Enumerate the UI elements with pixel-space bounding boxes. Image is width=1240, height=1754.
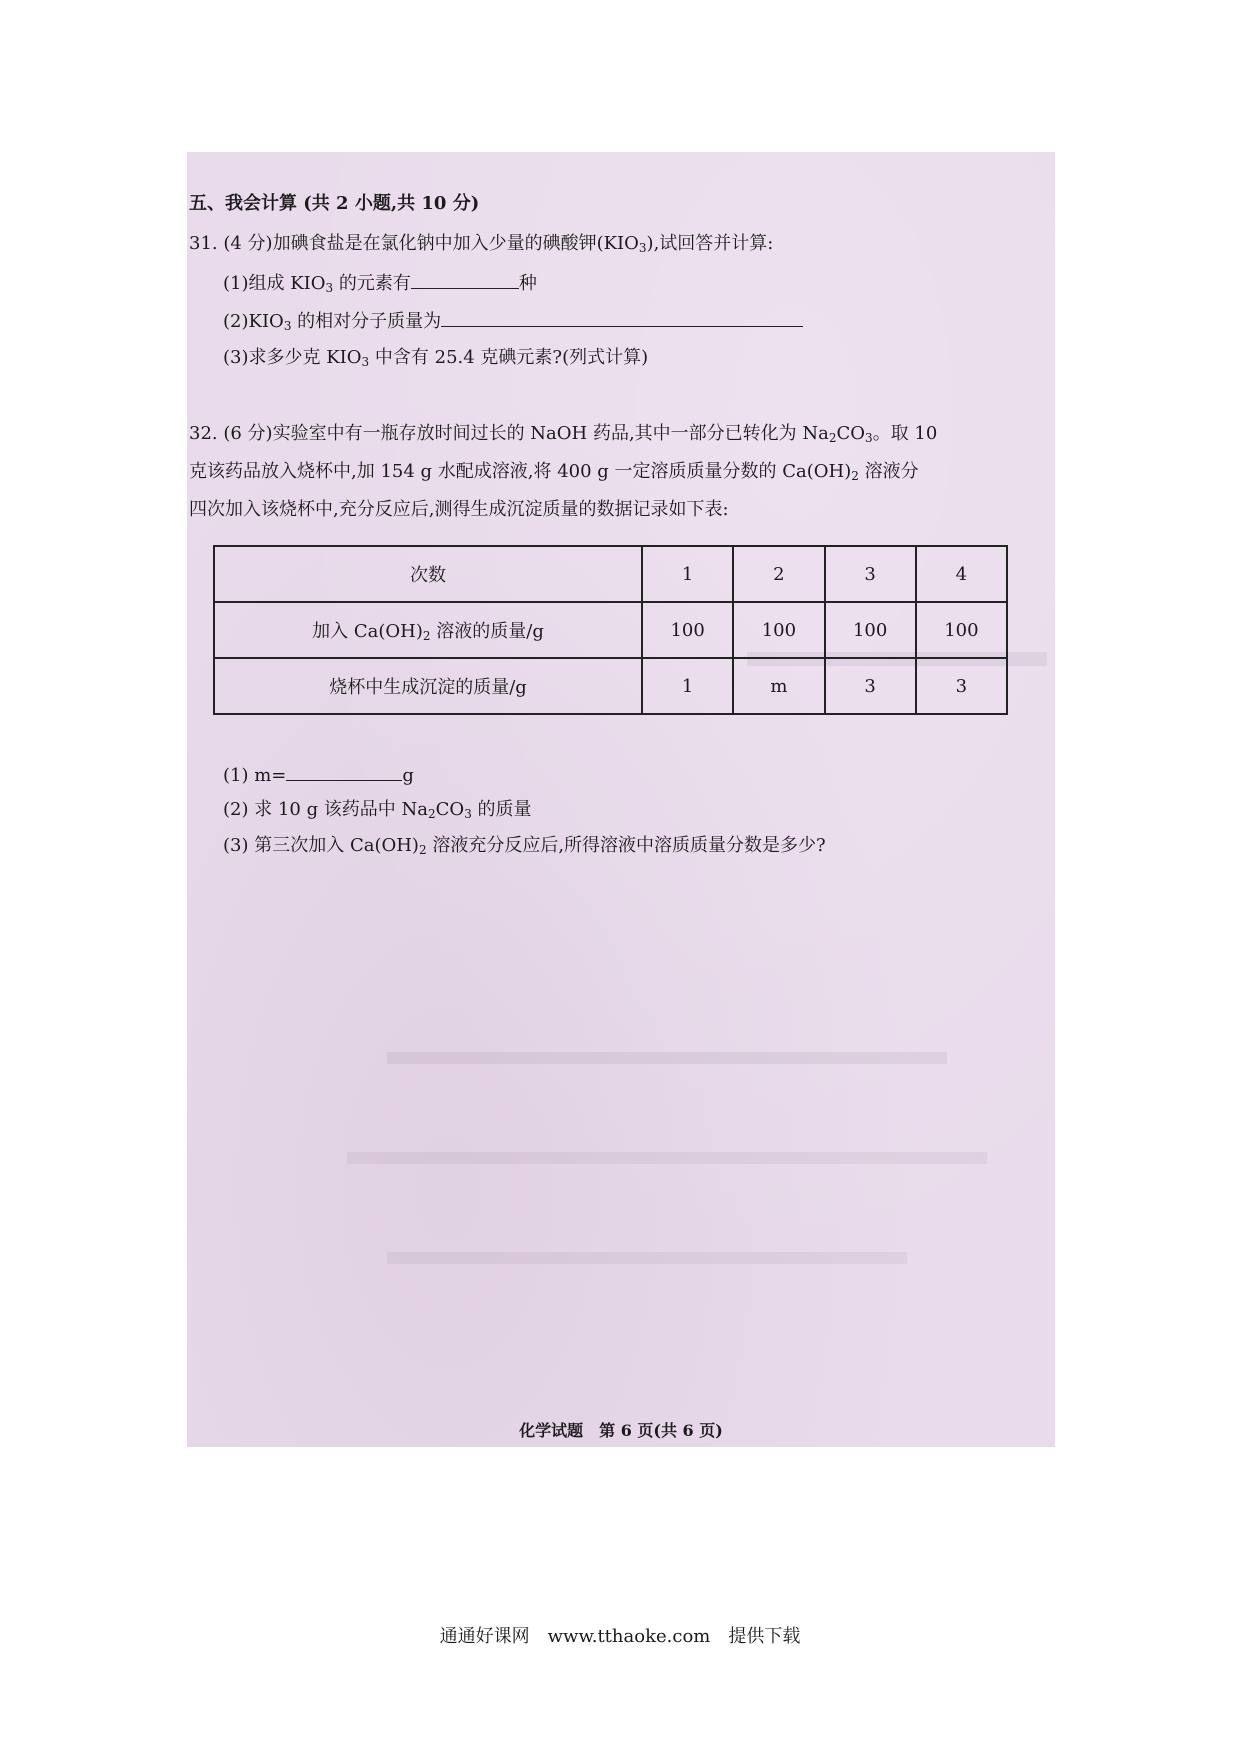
row1-label-subscript: 2	[422, 629, 431, 643]
table-header-label: 次数	[214, 546, 642, 602]
q32-part3-text: (3) 第三次加入 Ca(OH)	[223, 835, 419, 856]
table-header-cell: 1	[642, 546, 733, 602]
table-cell: 3	[825, 658, 916, 714]
q31-part2-text-end: 的相对分子质量为	[291, 311, 442, 332]
table-header-cell: 3	[825, 546, 916, 602]
table-cell: m	[733, 658, 824, 714]
q32-part2-subscript: 2	[428, 807, 436, 821]
section-title: 五、我会计算 (共 2 小题,共 10 分)	[189, 193, 480, 214]
experiment-data-table	[213, 545, 1008, 715]
q32-part1-text: (1) m=	[223, 765, 287, 786]
q32-line2-text: 克该药品放入烧杯中,加 154 g 水配成溶液,将 400 g 一定溶质质量分数的 Ca(OH)	[189, 461, 852, 482]
q31-part1-answer-blank[interactable]	[411, 270, 519, 289]
table-header-cell: 2	[733, 546, 824, 602]
table-cell: 1	[642, 658, 733, 714]
q31-part2	[223, 308, 803, 334]
q32-part1-unit: g	[402, 765, 414, 786]
q31-stem-subscript: 3	[638, 241, 647, 255]
q31-stem	[189, 232, 773, 256]
q32-line1-text-end: 。取 10	[872, 423, 938, 444]
q32-part3-subscript: 2	[418, 843, 427, 857]
q32-line1-text: 32. (6 分)实验室中有一瓶存放时间过长的 NaOH 药品,其中一部分已转化为 Na	[189, 423, 829, 444]
q32-stem-line2	[189, 460, 919, 484]
table-cell: 100	[825, 602, 916, 658]
q32-line1-subscript-2: 3	[865, 431, 873, 445]
row1-label-text-end: 溶液的质量/g	[430, 621, 544, 642]
q32-part1-answer-blank[interactable]	[286, 762, 402, 781]
table-cell: 100	[916, 602, 1007, 658]
bleed-through-shadow	[387, 1252, 907, 1264]
q32-part2-text: (2) 求 10 g 该药品中 Na	[223, 799, 429, 820]
q32-line2-subscript: 2	[851, 469, 859, 483]
q32-stem-line3: 四次加入该烧杯中,充分反应后,测得生成沉淀质量的数据记录如下表:	[189, 499, 729, 520]
q31-part3	[223, 346, 648, 370]
q31-part1-text-end: 种	[518, 273, 537, 294]
q31-part1-subscript: 3	[325, 281, 334, 295]
q32-line1-subscript: 2	[828, 431, 837, 445]
table-cell: 3	[916, 658, 1007, 714]
q32-part2	[223, 798, 532, 822]
q32-stem-line1	[189, 422, 937, 446]
q31-part3-text: (3)求多少克 KIO	[223, 347, 362, 368]
q32-part3	[223, 834, 826, 858]
q32-part1	[223, 762, 414, 788]
q31-part1-text: (1)组成 KIO	[223, 273, 326, 294]
q31-part2-subscript: 3	[283, 319, 292, 333]
q32-line1-text-mid: CO	[836, 423, 866, 444]
q31-part3-subscript: 3	[361, 355, 370, 369]
table-row-label: 烧杯中生成沉淀的质量/g	[214, 658, 642, 714]
q31-stem-text-end: ),试回答并计算:	[646, 233, 774, 254]
q31-part1	[223, 270, 537, 296]
page-footer: 化学试题 第 6 页(共 6 页)	[519, 1421, 723, 1440]
q31-stem-text: 31. (4 分)加碘食盐是在氯化钠中加入少量的碘酸钾(KIO	[189, 233, 639, 254]
q32-part2-text-end: 的质量	[471, 799, 532, 820]
bleed-through-shadow	[387, 1052, 947, 1064]
table-cell: 100	[733, 602, 824, 658]
q32-part2-subscript-2: 3	[464, 807, 472, 821]
q32-part2-text-mid: CO	[435, 799, 465, 820]
q31-part3-text-end: 中含有 25.4 克碘元素?(列式计算)	[369, 347, 649, 368]
q31-part2-answer-blank[interactable]	[441, 308, 803, 327]
table-row	[214, 602, 1007, 658]
bleed-through-shadow	[347, 1152, 987, 1164]
table-cell: 100	[642, 602, 733, 658]
q31-part2-text: (2)KIO	[223, 311, 284, 332]
q32-part3-text-end: 溶液充分反应后,所得溶液中溶质质量分数是多少?	[426, 835, 826, 856]
table-header-cell: 4	[916, 546, 1007, 602]
row1-label-text: 加入 Ca(OH)	[312, 621, 423, 642]
q31-part1-text-mid: 的元素有	[333, 273, 411, 294]
download-watermark: 通通好课网 www.tthaoke.com 提供下载	[439, 1626, 801, 1647]
table-row-label	[214, 602, 642, 658]
q32-line2-text-end: 溶液分	[858, 461, 919, 482]
table-header-row	[214, 546, 1007, 602]
table-row	[214, 658, 1007, 714]
